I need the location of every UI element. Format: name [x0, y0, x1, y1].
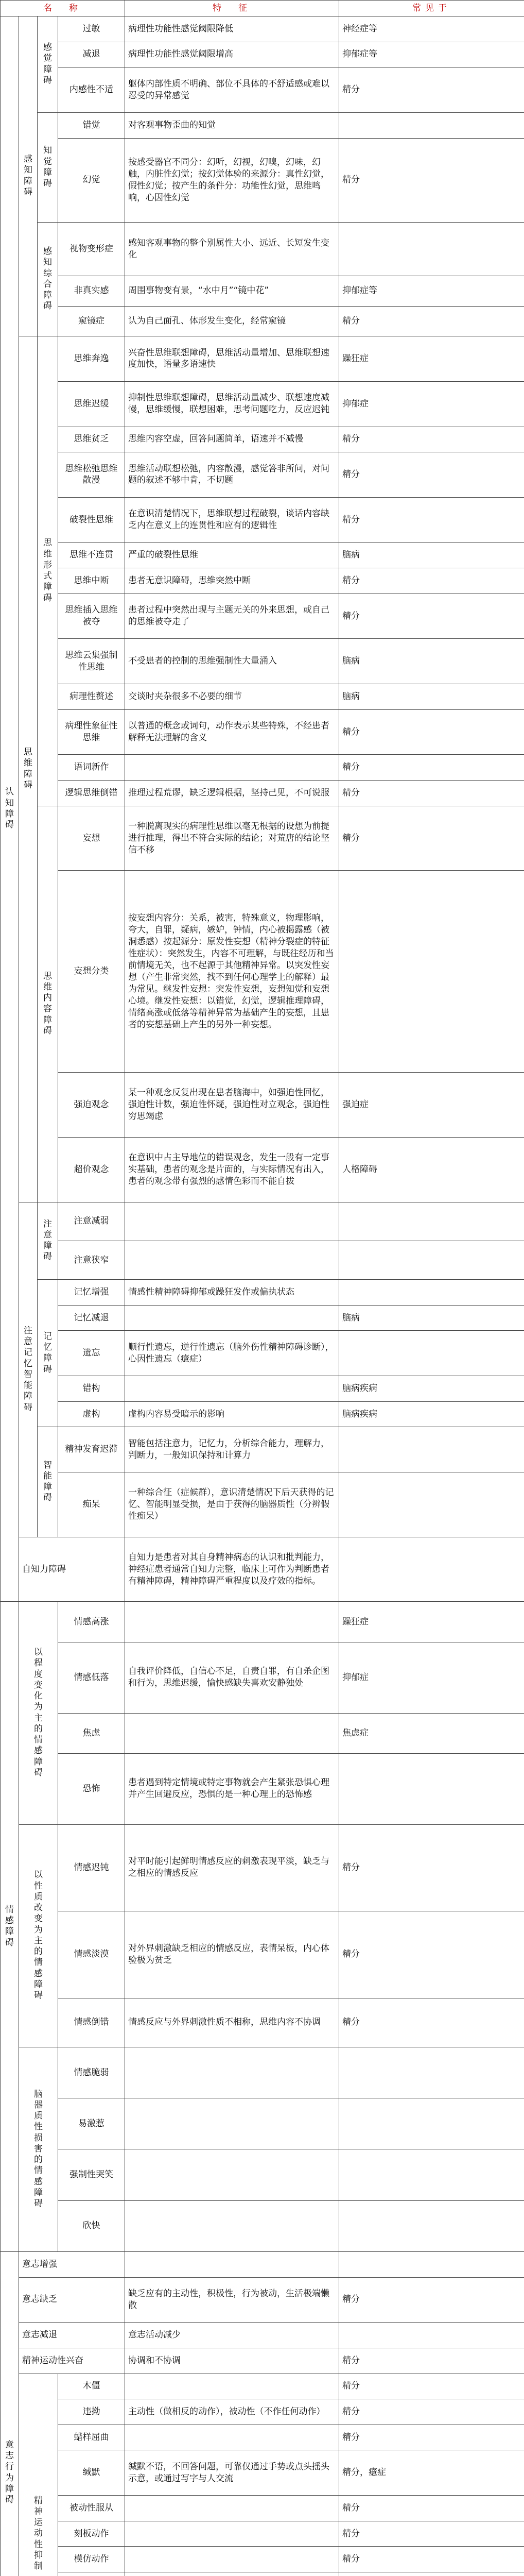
symptom-feature: 在意识清楚情况下，思维联想过程破裂，谈话内容缺乏内在意义上的连贯性和应有的逻辑性 — [125, 497, 339, 543]
group-label: 以性质改变为主的情感障碍 — [19, 1824, 58, 2047]
symptom-name: 思维中断 — [58, 568, 125, 594]
symptom-name: 情感迟钝 — [58, 1824, 125, 1911]
symptom-common: 躁狂症 — [339, 336, 524, 382]
symptom-name: 情感低落 — [58, 1642, 125, 1713]
symptom-common: 精分 — [339, 1911, 524, 1998]
symptom-feature: 主动性（做相反的动作），被动性（不作任何动作） — [125, 2399, 339, 2425]
table-row — [1, 781, 524, 806]
table-row — [1, 2521, 524, 2547]
symptom-name: 情感高涨 — [58, 1602, 125, 1642]
symptom-common: 精分 — [339, 2425, 524, 2450]
symptom-common: 精分 — [339, 2521, 524, 2547]
table-row — [1, 306, 524, 336]
symptom-name: 思维奔逸 — [58, 336, 125, 382]
table-row — [1, 1824, 524, 1911]
symptom-common: 脑病 — [339, 543, 524, 568]
symptom-common — [339, 1427, 524, 1472]
symptom-name: 思维松弛思维散漫 — [58, 452, 125, 498]
symptom-name: 过敏 — [58, 16, 125, 42]
symptom-feature — [125, 1241, 339, 1279]
table-row — [1, 2425, 524, 2450]
table-row — [1, 2374, 524, 2399]
symptom-common — [339, 112, 524, 138]
table-row — [1, 639, 524, 684]
symptom-feature: 意志活动减少 — [125, 2323, 339, 2348]
table-row — [1, 497, 524, 543]
symptom-name: 模仿动作 — [58, 2547, 125, 2572]
table-row — [1, 276, 524, 306]
symptom-feature — [125, 1713, 339, 1753]
symptom-name: 幻觉 — [58, 138, 125, 223]
symptom-common: 精分 — [339, 594, 524, 639]
table-row — [1, 2547, 524, 2572]
table-row — [1, 1331, 524, 1376]
symptom-common: 脑病 — [339, 1305, 524, 1331]
group-label: 自知力障碍 — [19, 1537, 125, 1602]
table-row — [1, 1241, 524, 1279]
symptom-common: 精分 — [339, 781, 524, 806]
symptom-feature — [125, 2251, 339, 2277]
symptom-feature: 一种综合征（症候群），意识清楚情况下后天获得的记忆、智能明显受损，是由于获得的脑器质性（分辨假性痴呆） — [125, 1472, 339, 1537]
table-row — [1, 2200, 524, 2251]
symptom-name: 注意减弱 — [58, 1202, 125, 1241]
subgroup-label: 感觉障碍 — [38, 16, 58, 113]
symptom-common — [339, 1472, 524, 1537]
symptom-feature: 患者过程中突然出现与主题无关的外来思想，或自己的思维被夺走了 — [125, 594, 339, 639]
group-label: 注意记忆智能障碍 — [19, 1202, 38, 1537]
symptom-name: 非真实感 — [58, 276, 125, 306]
symptom-feature: 自我评价降低，自信心不足，自责自罪，有自杀企图和行为，思维迟缓，愉快感缺失喜欢安静独处 — [125, 1642, 339, 1713]
table-row — [1, 2047, 524, 2098]
symptom-common: 精分 — [339, 452, 524, 498]
symptom-common: 脑病 — [339, 639, 524, 684]
symptom-feature — [125, 1202, 339, 1241]
symptom-common: 躁狂症 — [339, 1602, 524, 1642]
symptom-name: 情感淡漠 — [58, 1911, 125, 1998]
symptom-name: 刻板动作 — [58, 2521, 125, 2547]
symptom-name: 虚构 — [58, 1401, 125, 1427]
symptom-name: 易激惹 — [58, 2098, 125, 2149]
symptom-name: 精神发育迟滞 — [58, 1427, 125, 1472]
symptom-common — [339, 1280, 524, 1306]
table-row — [1, 1427, 524, 1472]
symptom-common: 抑郁症等 — [339, 276, 524, 306]
group-label: 精神运动性兴奋 — [19, 2348, 125, 2374]
table-row — [1, 684, 524, 710]
symptom-name: 焦虑 — [58, 1713, 125, 1753]
group-label: 意志缺乏 — [19, 2277, 125, 2323]
symptom-common: 精分 — [339, 806, 524, 871]
symptom-name: 强制性哭笑 — [58, 2149, 125, 2200]
symptom-feature: 患者遇到特定情境或特定事物就会产生紧张恐惧心理并产生回避反应，恐惧的是一种心理上的恐怖感 — [125, 1753, 339, 1824]
symptom-feature: 以普通的概念或词句，动作表示某些特殊，不经患者解释无法理解的含义 — [125, 709, 339, 755]
table-row — [1, 1911, 524, 1998]
symptom-common: 精分 — [339, 306, 524, 336]
table-row — [1, 112, 524, 138]
symptom-feature: 虚构内容易受暗示的影响 — [125, 1401, 339, 1427]
header-feature: 特 征 — [125, 1, 339, 16]
table-row — [1, 1376, 524, 1402]
table-row — [1, 427, 524, 452]
symptom-name: 记忆减退 — [58, 1305, 125, 1331]
symptom-name: 情感倒错 — [58, 1998, 125, 2047]
symptom-common: 脑病疾病 — [339, 1401, 524, 1427]
symptom-common — [339, 1331, 524, 1376]
table-row — [1, 2450, 524, 2496]
symptom-name: 病理性象征性思维 — [58, 709, 125, 755]
symptom-common: 精分 — [339, 427, 524, 452]
table-row — [1, 381, 524, 427]
symptom-common — [339, 223, 524, 276]
symptom-feature: 感知客观事物的整个别属性大小、远近、长短发生变化 — [125, 223, 339, 276]
symptom-feature: 思维内容空虚，回答问题简单，语速并不减慢 — [125, 427, 339, 452]
symptom-common — [339, 2098, 524, 2149]
table-row — [1, 1280, 524, 1306]
symptom-name: 妄想分类 — [58, 871, 125, 1073]
symptom-name: 痴呆 — [58, 1472, 125, 1537]
subgroup-label: 注意障碍 — [38, 1202, 58, 1279]
symptom-name: 超价观念 — [58, 1138, 125, 1202]
symptom-name: 窥镜症 — [58, 306, 125, 336]
symptom-feature — [125, 2149, 339, 2200]
symptom-name: 注意狭窄 — [58, 1241, 125, 1279]
symptom-feature: 认为自己面孔、体形发生变化，经常窥镜 — [125, 306, 339, 336]
symptom-common — [339, 1241, 524, 1279]
symptom-feature: 协调和不协调 — [125, 2348, 339, 2374]
symptom-common: 抑郁症 — [339, 1642, 524, 1713]
symptom-feature: 严重的破裂性思维 — [125, 543, 339, 568]
group-label: 意志增强 — [19, 2251, 125, 2277]
symptom-common — [339, 2572, 524, 2576]
table-row — [1, 755, 524, 781]
section-label: 意志行为障碍 — [1, 2251, 19, 2576]
table-row — [1, 2399, 524, 2425]
symptom-feature: 患者无意识障碍，思维突然中断 — [125, 568, 339, 594]
subgroup-label: 思维形式障碍 — [38, 336, 58, 806]
subgroup-label: 思维内容障碍 — [38, 806, 58, 1202]
subgroup-label: 记忆障碍 — [38, 1280, 58, 1427]
header-common: 常见于 — [339, 1, 524, 16]
symptom-common — [339, 1537, 524, 1602]
symptom-name: 欣快 — [58, 2200, 125, 2251]
table-row — [1, 709, 524, 755]
symptom-feature: 情感反应与外界刺激性质不相称，思维内容不协调 — [125, 1998, 339, 2047]
symptom-feature: 对平时能引起鲜明情感反应的刺激表现平淡，缺乏与之相应的情感反应 — [125, 1824, 339, 1911]
table-row — [1, 2572, 524, 2576]
table-row — [1, 67, 524, 113]
table-row — [1, 2149, 524, 2200]
symptom-feature — [125, 1305, 339, 1331]
table-row — [1, 2251, 524, 2277]
table-row — [1, 1753, 524, 1824]
symptom-common: 焦虑症 — [339, 1713, 524, 1753]
symptom-feature: 某一种观念反复出现在患者脑海中，如强迫性回忆，强迫性计数，强迫性怀疑，强迫性对立观念，强迫性穷思竭虑 — [125, 1073, 339, 1138]
table-row — [1, 1401, 524, 1427]
table-row — [1, 1602, 524, 1642]
symptom-common: 精分 — [339, 755, 524, 781]
table-row — [1, 452, 524, 498]
table-row — [1, 1642, 524, 1713]
symptom-common — [339, 2047, 524, 2098]
table-row — [1, 223, 524, 276]
section-label: 情感障碍 — [1, 1602, 19, 2252]
table-row — [1, 806, 524, 871]
table-row — [1, 543, 524, 568]
symptom-name: 记忆增强 — [58, 1280, 125, 1306]
group-label: 意志减退 — [19, 2323, 125, 2348]
table-row — [1, 42, 524, 67]
symptom-feature — [125, 1376, 339, 1402]
symptom-common — [339, 2323, 524, 2348]
table-row — [1, 16, 524, 42]
symptom-feature — [125, 2521, 339, 2547]
symptom-common: 人格障碍 — [339, 1138, 524, 1202]
symptom-common — [339, 1202, 524, 1241]
table-row — [1, 2323, 524, 2348]
symptom-feature: 智能包括注意力，记忆力，分析综合能力，理解力，判断力，一般知识保持和计算力 — [125, 1427, 339, 1472]
symptom-feature: 抑制性思维联想障碍，思维活动量减少、联想速度减慢，思维缓慢，联想困难，思考问题吃力，反应迟钝 — [125, 381, 339, 427]
table-row — [1, 1138, 524, 1202]
symptom-feature: 按感受器官不同分：幻听，幻视，幻嗅，幻味，幻触，内脏性幻觉；按幻觉体验的来源分：真性幻觉，假性幻觉；按产生的条件分：功能性幻觉，思维鸣响，心因性幻觉 — [125, 138, 339, 223]
symptom-feature: 缄默不语，不回答问题，可靠仅通过手势或点头摇头示意，或通过写字与人交流 — [125, 2450, 339, 2496]
symptom-name: 破裂性思维 — [58, 497, 125, 543]
symptom-name: 情感脆弱 — [58, 2047, 125, 2098]
symptom-feature: 按妄想内容分：关系，被害，特殊意义，物理影响，夸大，自罪，疑病，嫉妒，钟情，内心被揭露感（被洞悉感）按起源分：原发性妄想（精神分裂症的特征性症状）：突然发生，内容不可理解，与既往经历和当前情境无关，也不起源于其他精神异常。以突发性妄想（产生非常突然，找不到任何心理学上的解释）最为常见。继发性妄想：突发性妄想，妄想知觉和妄想心境。继发性妄想：以错觉，幻觉，逻辑推理障碍，情绪高涨或低落等精神异常为基础产生的妄想，且患者的妄想基础上产生的另外一种妄想。 — [125, 871, 339, 1073]
subgroup-label: 感知综合障碍 — [38, 223, 58, 336]
symptom-common: 精分 — [339, 2547, 524, 2572]
group-label: 精神运动性抑制 — [19, 2374, 58, 2576]
table-row — [1, 2277, 524, 2323]
symptom-name: 妄想 — [58, 806, 125, 871]
table-row — [1, 336, 524, 382]
symptom-name: 蜡样屈曲 — [58, 2425, 125, 2450]
group-label: 脑器质性损害的情感障碍 — [19, 2047, 58, 2251]
symptom-common — [339, 871, 524, 1073]
table-row — [1, 1472, 524, 1537]
symptom-feature — [125, 2496, 339, 2521]
symptom-name: 恐怖 — [58, 1753, 125, 1824]
symptom-feature: 周围事物变有景，“水中月”“镜中花” — [125, 276, 339, 306]
table-row — [1, 1998, 524, 2047]
symptom-feature: 躯体内部性质不明确、部位不具体的不舒适感或难以忍受的异常感觉 — [125, 67, 339, 113]
symptom-feature: 缺乏应有的主动性，积极性，行为被动，生活极端懒散 — [125, 2277, 339, 2323]
symptom-name: 缄默 — [58, 2450, 125, 2496]
symptom-common: 精分，癔症 — [339, 2450, 524, 2496]
symptom-name: 内感性不适 — [58, 67, 125, 113]
symptom-name: 强迫观念 — [58, 1073, 125, 1138]
symptom-feature: 对外界刺激缺乏相应的情感反应，表情呆板，内心体验极为贫乏 — [125, 1911, 339, 1998]
symptom-feature: 一种脱离现实的病理性思维以毫无根据的设想为前提进行推理，得出不符合实际的结论；对荒唐的结论坚信不移 — [125, 806, 339, 871]
symptom-name: 木僵 — [58, 2374, 125, 2399]
symptom-name: 遗忘 — [58, 1331, 125, 1376]
table-row — [1, 594, 524, 639]
symptom-feature — [125, 2098, 339, 2149]
symptom-common: 精分 — [339, 2399, 524, 2425]
symptom-common: 精分 — [339, 2348, 524, 2374]
symptom-common — [339, 2251, 524, 2277]
group-label: 以程度变化为主的情感障碍 — [19, 1602, 58, 1824]
symptom-feature: 在意识中占主导地位的错误观念，发生一般有一定事实基础，患者的观念是片面的，与实际情况有出入，患者的观念带有强烈的感情色彩而不能自拔 — [125, 1138, 339, 1202]
symptom-feature: 顺行性遗忘，逆行性遗忘（脑外伤性精神障碍诊断），心因性遗忘（癔症） — [125, 1331, 339, 1376]
table-header-row — [1, 1, 524, 16]
symptom-feature — [125, 2047, 339, 2098]
table-row — [1, 2496, 524, 2521]
table-row — [1, 138, 524, 223]
symptom-common: 神经症等 — [339, 16, 524, 42]
table-row — [1, 1305, 524, 1331]
symptom-name: 语词新作 — [58, 755, 125, 781]
symptom-common: 脑病疾病 — [339, 1376, 524, 1402]
symptom-name: 逻辑思维倒错 — [58, 781, 125, 806]
symptom-common — [339, 2200, 524, 2251]
symptom-name: 错觉 — [58, 112, 125, 138]
table-row — [1, 1202, 524, 1241]
symptom-name — [58, 2572, 125, 2576]
symptom-common — [339, 1753, 524, 1824]
section-label: 认知障碍 — [1, 16, 19, 1602]
symptom-name: 病理性赘述 — [58, 684, 125, 710]
symptom-feature: 病理性功能性感觉阈限增高 — [125, 42, 339, 67]
symptom-name: 思维迟缓 — [58, 381, 125, 427]
subgroup-label: 知觉障碍 — [38, 112, 58, 222]
symptom-name: 思维插入思维被夺 — [58, 594, 125, 639]
symptom-feature — [125, 2200, 339, 2251]
table-row — [1, 1537, 524, 1602]
symptom-feature — [125, 2572, 339, 2576]
symptom-feature: 兴奋性思维联想障碍，思维活动量增加、思维联想速度加快，语量多语速快 — [125, 336, 339, 382]
symptom-common: 精分 — [339, 1824, 524, 1911]
symptom-name: 减退 — [58, 42, 125, 67]
table-body — [1, 16, 524, 2576]
table-row — [1, 2098, 524, 2149]
group-label: 思维障碍 — [19, 336, 38, 1202]
symptom-common: 脑病 — [339, 684, 524, 710]
symptom-name: 错构 — [58, 1376, 125, 1402]
symptom-common: 精分 — [339, 709, 524, 755]
symptom-common: 精分 — [339, 2277, 524, 2323]
symptom-common: 精分 — [339, 1998, 524, 2047]
symptom-common: 精分 — [339, 2496, 524, 2521]
symptom-feature — [125, 1602, 339, 1642]
table-row — [1, 2348, 524, 2374]
symptom-common: 精分 — [339, 67, 524, 113]
symptom-feature: 对客观事物歪曲的知觉 — [125, 112, 339, 138]
symptom-feature — [125, 2547, 339, 2572]
symptom-name: 思维云集强制性思维 — [58, 639, 125, 684]
symptom-feature — [125, 755, 339, 781]
symptom-common: 精分 — [339, 497, 524, 543]
symptom-common — [339, 2149, 524, 2200]
symptom-common: 抑郁症 — [339, 381, 524, 427]
symptom-common: 精分 — [339, 568, 524, 594]
table-row — [1, 871, 524, 1073]
symptom-common: 抑郁症等 — [339, 42, 524, 67]
symptom-common: 精分 — [339, 138, 524, 223]
symptom-name: 思维贫乏 — [58, 427, 125, 452]
symptom-name: 思维不连贯 — [58, 543, 125, 568]
symptom-feature: 自知力是患者对其自身精神病态的认识和批判能力，神经症患者通常自知力完整，临床上可作为判断患者有精神障碍，精神障碍严重程度以及疗效的指标。 — [125, 1537, 339, 1602]
table-row — [1, 1073, 524, 1138]
symptom-name: 被动性服从 — [58, 2496, 125, 2521]
symptom-feature: 推理过程荒谬，缺乏逻辑根据，坚持己见，不可说服 — [125, 781, 339, 806]
symptom-name: 违拗 — [58, 2399, 125, 2425]
symptom-feature: 交谈时夹杂很多不必要的细节 — [125, 684, 339, 710]
subgroup-label: 智能障碍 — [38, 1427, 58, 1537]
group-label: 感知障碍 — [19, 16, 38, 336]
header-name: 名 称 — [1, 1, 125, 16]
symptom-feature: 病理性功能性感觉阈限降低 — [125, 16, 339, 42]
symptom-common: 精分 — [339, 2374, 524, 2399]
symptom-name: 视物变形症 — [58, 223, 125, 276]
symptom-feature — [125, 2374, 339, 2399]
symptom-feature — [125, 2425, 339, 2450]
table-row — [1, 568, 524, 594]
symptom-feature: 情感性精神障碍抑郁或躁狂发作或偏执状态 — [125, 1280, 339, 1306]
table-row — [1, 1713, 524, 1753]
symptom-feature: 思维活动联想松弛，内容散漫，感觉答非所问，对问题的叙述不够中肯，不切题 — [125, 452, 339, 498]
symptom-feature: 不受患者的控制的思维强制性大量涌入 — [125, 639, 339, 684]
symptom-common: 强迫症 — [339, 1073, 524, 1138]
